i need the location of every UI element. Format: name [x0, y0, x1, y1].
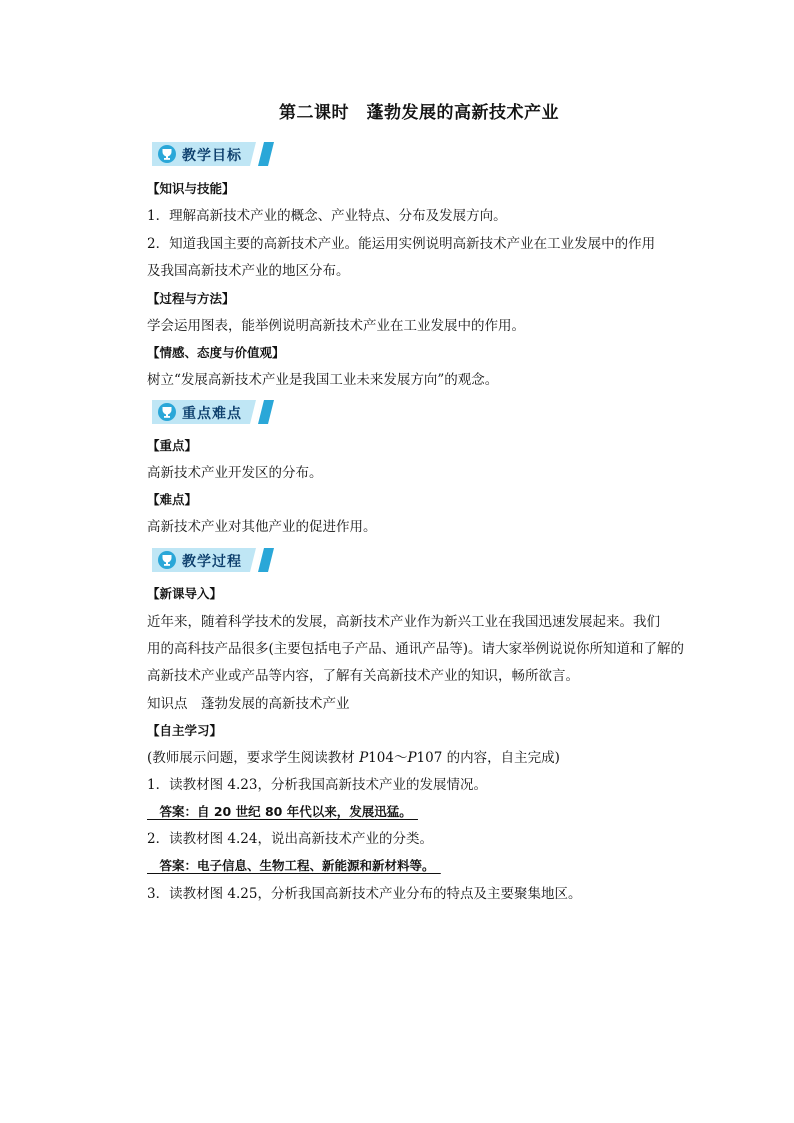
page-range-start: 104～ [368, 750, 408, 766]
heading-attitude: 【情感、态度与价值观】 [147, 345, 285, 360]
goal-line-2a: 2．知道我国主要的高新技术产业。能运用实例说明高新技术产业在工业发展中的作用 [147, 236, 656, 252]
page-range-end: 107 [416, 750, 443, 766]
question-2: 2．读教材图 4.24，说出高新技术产业的分类。 [147, 831, 433, 847]
goal-line-4: 树立“发展高新技术产业是我国工业未来发展方向”的观念。 [147, 372, 499, 388]
trophy-icon [158, 403, 176, 421]
section-title-goals: 教学目标 [182, 148, 242, 164]
page-title: 第二课时 蓬勃发展的高新技术产业 [279, 103, 559, 123]
page-prefix-1: P [359, 750, 369, 766]
heading-difficult: 【难点】 [147, 492, 198, 507]
section-banner-goals [152, 142, 272, 166]
trophy-icon [158, 551, 176, 569]
heading-key: 【重点】 [147, 438, 198, 453]
section-title-keypoints: 重点难点 [182, 406, 242, 422]
self-study-instruction [147, 749, 560, 767]
heading-intro: 【新课导入】 [147, 586, 223, 601]
answer-1: 答案：自 20 世纪 80 年代以来，发展迅猛。 [147, 804, 418, 819]
goal-line-1: 1．理解高新技术产业的概念、产业特点、分布及发展方向。 [147, 208, 507, 224]
intro-line-2: 用的高科技产品很多(主要包括电子产品、通讯产品等)。请大家举例说说你所知道和了解的 [147, 641, 685, 657]
instruction-suffix: 的内容，自主完成) [446, 750, 560, 766]
section-title-process: 教学过程 [182, 554, 242, 570]
intro-line-1: 近年来，随着科学技术的发展，高新技术产业作为新兴工业在我国迅速发展起来。我们 [147, 614, 660, 630]
question-1: 1．读教材图 4.23，分析我国高新技术产业的发展情况。 [147, 777, 487, 793]
answer-2: 答案：电子信息、生物工程、新能源和新材料等。 [147, 858, 441, 873]
key-line: 高新技术产业开发区的分布。 [147, 465, 323, 481]
question-3: 3．读教材图 4.25，分析我国高新技术产业分布的特点及主要聚集地区。 [147, 886, 582, 902]
knowledge-point-heading: 知识点 蓬勃发展的高新技术产业 [147, 696, 350, 712]
heading-knowledge: 【知识与技能】 [147, 181, 235, 196]
difficult-line: 高新技术产业对其他产业的促进作用。 [147, 519, 377, 535]
section-banner-keypoints [152, 400, 272, 424]
page-prefix-2: P [407, 750, 417, 766]
instruction-prefix: (教师展示问题，要求学生阅读教材 [147, 750, 355, 766]
heading-self-study: 【自主学习】 [147, 723, 223, 738]
heading-process-method: 【过程与方法】 [147, 291, 235, 306]
section-banner-process [152, 548, 272, 572]
goal-line-2b: 及我国高新技术产业的地区分布。 [147, 263, 350, 279]
intro-line-3: 高新技术产业或产品等内容，了解有关高新技术产业的知识，畅所欲言。 [147, 668, 579, 684]
goal-line-3: 学会运用图表，能举例说明高新技术产业在工业发展中的作用。 [147, 318, 525, 334]
trophy-icon [158, 145, 176, 163]
